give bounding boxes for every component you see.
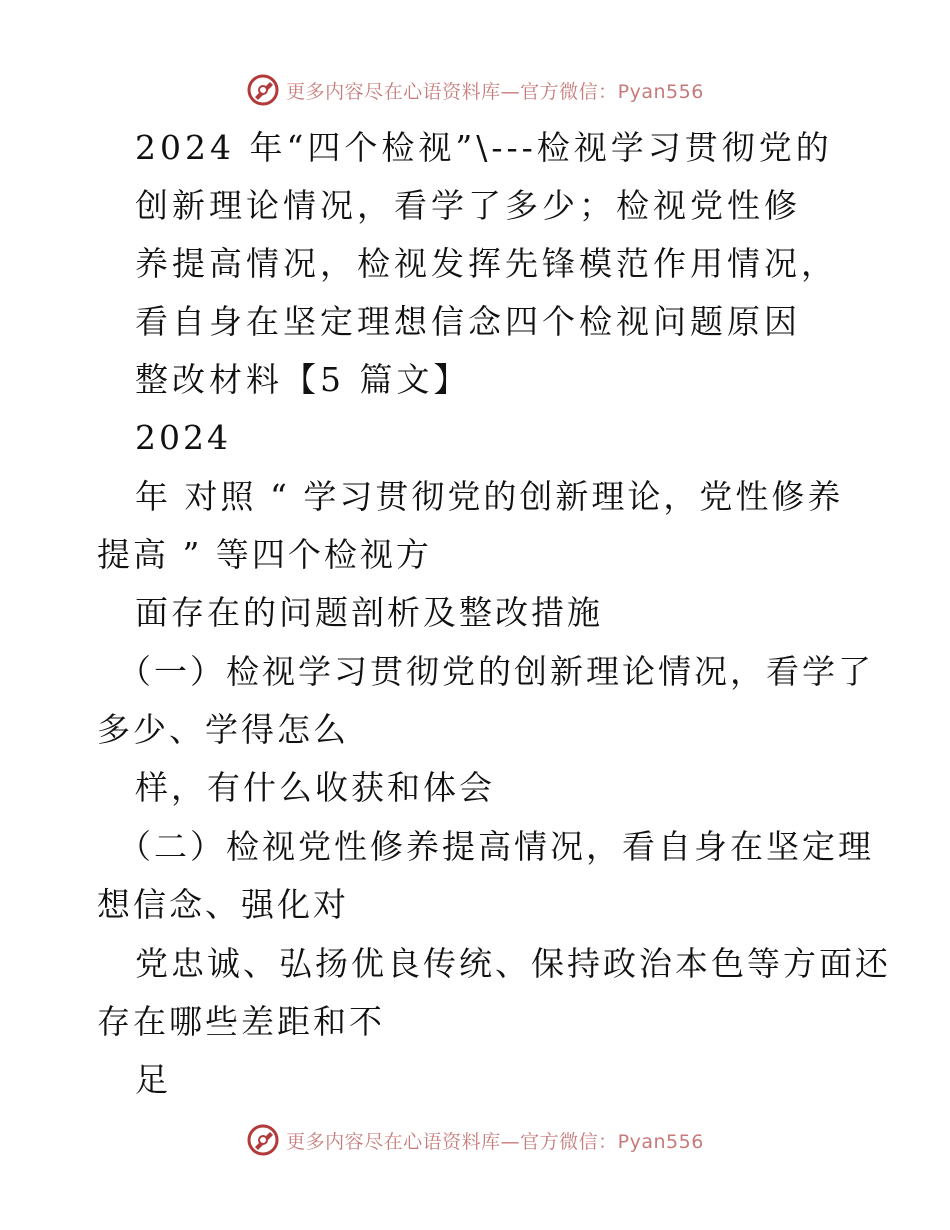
header-banner [0, 70, 950, 110]
seal-logo-icon [246, 73, 280, 107]
title-line-1: 2024 年“四个检视”\---检视学习贯彻党的 [135, 128, 833, 167]
body-line-2: 年 对照 “ 学习贯彻党的创新理论，党性修养 [135, 477, 844, 516]
body-line-8: （二）检视党性修养提高情况，看自身在坚定理 [118, 827, 874, 866]
body-line-3: 提高 ” 等四个检视方 [97, 535, 432, 574]
title-line-2: 创新理论情况，看学了多少；检视党性修 [135, 186, 801, 225]
footer-promo-text: 更多内容尽在心语资料库—官方微信：Pyan556 [286, 1130, 704, 1153]
body-line-4: 面存在的问题剖析及整改措施 [135, 593, 603, 632]
title-line-3: 养提高情况，检视发挥先锋模范作用情况， [135, 244, 838, 283]
body-line-5: （一）检视学习贯彻党的创新理论情况，看学了 [118, 652, 874, 691]
body-line-7: 样，有什么收获和体会 [135, 768, 495, 807]
footer-banner [0, 1120, 950, 1160]
body-line-10: 党忠诚、弘扬优良传统、保持政治本色等方面还 [135, 944, 891, 983]
body-line-9: 想信念、强化对 [97, 885, 349, 924]
seal-logo-icon [246, 1123, 280, 1157]
body-line-12: 足 [135, 1060, 171, 1099]
body-line-11: 存在哪些差距和不 [97, 1002, 385, 1041]
title-line-4: 看自身在坚定理想信念四个检视问题原因 [135, 302, 801, 341]
body-line-1: 2024 [135, 418, 231, 457]
title-line-5: 整改材料【5 篇文】 [135, 360, 471, 399]
header-promo-text: 更多内容尽在心语资料库—官方微信：Pyan556 [286, 80, 704, 103]
body-line-6: 多少、学得怎么 [97, 710, 349, 749]
